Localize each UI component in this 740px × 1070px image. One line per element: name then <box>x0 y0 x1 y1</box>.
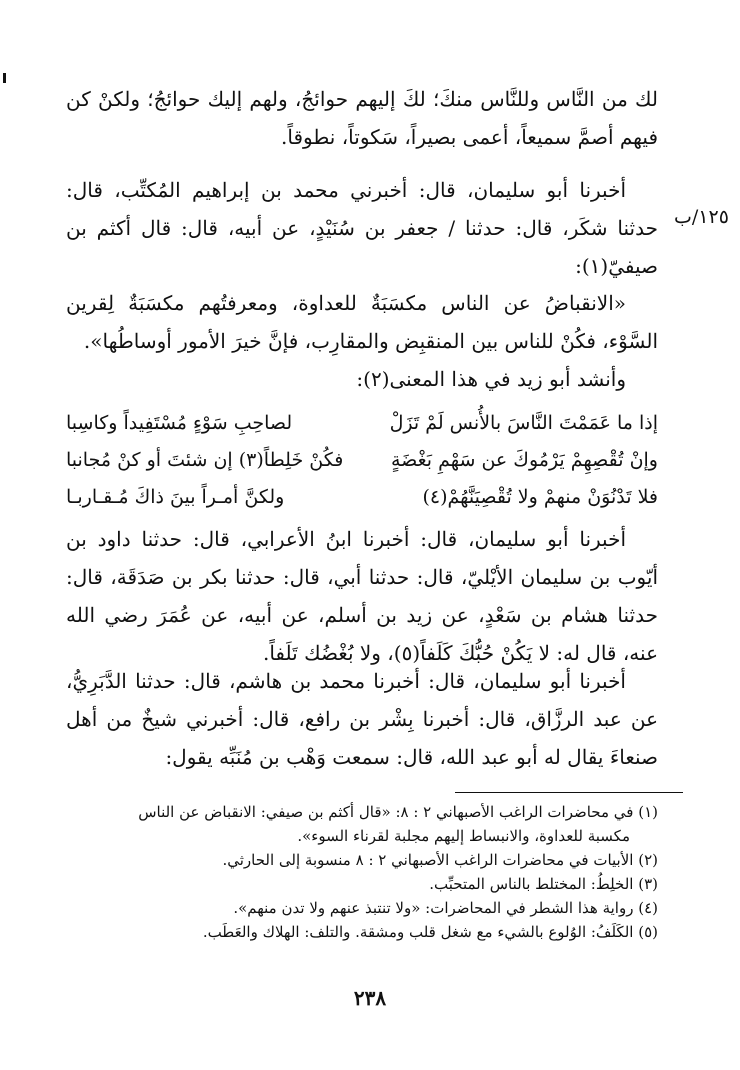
paragraph-3-quote: «الانقباضُ عن الناس مكسَبَةٌ للعداوة، ومعرفتُهم مكسَبَةٌ لِقرين السَّوْء، فكُنْ للناس بين المنقبِض والمقارِب، فإنَّ خيرَ الأمور أوساطُها». <box>66 291 658 353</box>
verse-3-first-hemistich: فلا تَدْنُوَنْ منهمْ ولا تُقْصِيَنَّهُمْ(٤) <box>422 486 658 508</box>
footnote-4: (٤) رواية هذا الشطر في المحاضرات: «ولا تنتبذ عنهم ولا تدن منهم». <box>233 899 658 917</box>
footnote-1: (١) في محاضرات الراغب الأصبهاني ٢ : ٨: «قال أكثم بن صيفي: الانقباض عن الناس <box>138 803 658 821</box>
main-text-3 <box>66 284 658 360</box>
verse-1 <box>66 405 658 442</box>
main-text <box>66 80 658 156</box>
paragraph-6: أخبرنا أبو سليمان، قال: أخبرنا محمد بن هاشم، قال: حدثنا الدَّبَرِيُّ، عن عبد الرزَّاق، قال: أخبرنا بِشْر بن رافع، قال: أخبرني شيخٌ من أهل صنعاءَ يقال له أبو عبد الله، قال: سمعت وَهْب بن مُنَبِّه يقول: <box>66 669 658 769</box>
margin-mark <box>3 73 6 83</box>
poem <box>66 405 658 517</box>
paragraph-5: أخبرنا أبو سليمان، قال: أخبرنا ابنُ الأعرابي، قال: حدثنا داود بن أيّوب بن سليمان الأيْليّ، قال: حدثنا أبي، قال: حدثنا بكر بن صَدَقَة، قال: حدثنا هشام بن سَعْدٍ، عن زيد بن أسلم، عن أبيه، عن عُمَرَ رضي الله عنه، قال له: لا يَكُنْ حُبُّكَ كَلَفاً(٥)، ولا بُغْضُك تَلَفاً. <box>66 527 658 665</box>
footnotes <box>66 800 658 944</box>
main-text-5 <box>66 520 658 672</box>
footnote-5: (٥) الكَلَفُ: الوُلوع بالشيء مع شغل قلب ومشقة. والتلف: الهلاك والعَطَب. <box>202 923 658 941</box>
verse-2-second-hemistich: فكُنْ خَلِطاً(٣) إن شئتَ أو كنْ مُجانبا <box>66 449 344 471</box>
paragraph-2: أخبرنا أبو سليمان، قال: أخبرني محمد بن إبراهيم المُكتِّب، قال: حدثنا شكَر، قال: حدثنا / جعفر بن سُنَيْدٍ، عن أبيه، قال: قال أكثم بن صيفيّ(١): <box>66 178 658 278</box>
folio-margin-note: ١٢٥/ب <box>674 206 729 228</box>
page-number: ٢٣٨ <box>353 986 387 1010</box>
verse-2 <box>66 442 658 479</box>
main-text-6 <box>66 662 658 776</box>
footnote-2: (٢) الأبيات في محاضرات الراغب الأصبهاني ٢ : ٨ منسوبة إلى الحارثي. <box>222 851 658 869</box>
main-text-4 <box>66 360 658 398</box>
verse-3 <box>66 479 658 516</box>
verse-1-first-hemistich: إذا ما عَمَمْتَ النَّاسَ بالأُنس لَمْ تَزَلْ <box>389 412 658 434</box>
verse-1-second-hemistich: لصاحِبِ سَوْءٍ مُسْتَفِيداً وكاسِبا <box>66 412 293 434</box>
footnote-separator <box>455 792 683 793</box>
verse-2-first-hemistich: وإنْ تُقْصِهِمْ يَرْمُوكَ عن سَهْمِ بَغْضَةٍ <box>390 449 658 471</box>
footnote-3: (٣) الخلِطُ: المختلط بالناس المتحبِّب. <box>429 875 658 893</box>
paragraph-1: لك من النَّاس وللنَّاس منكَ؛ لكَ إليهم حوائجُ، ولهم إليك حوائجُ؛ ولكنْ كن فيهم أصمَّ سميعاً، أعمى بصيراً، سَكوتاً، نطوقاً. <box>66 87 658 149</box>
main-text-2 <box>66 171 658 285</box>
footnote-1-continued: مكسبة للعداوة، والانبساط إليهم مجلبة لقرناء السوء». <box>297 827 630 845</box>
verse-3-second-hemistich: ولكنَّ أمـراً بينَ ذاكَ مُـقـاربـا <box>66 486 285 508</box>
paragraph-4-poem-intro: وأنشد أبو زيد في هذا المعنى(٢): <box>356 367 626 391</box>
